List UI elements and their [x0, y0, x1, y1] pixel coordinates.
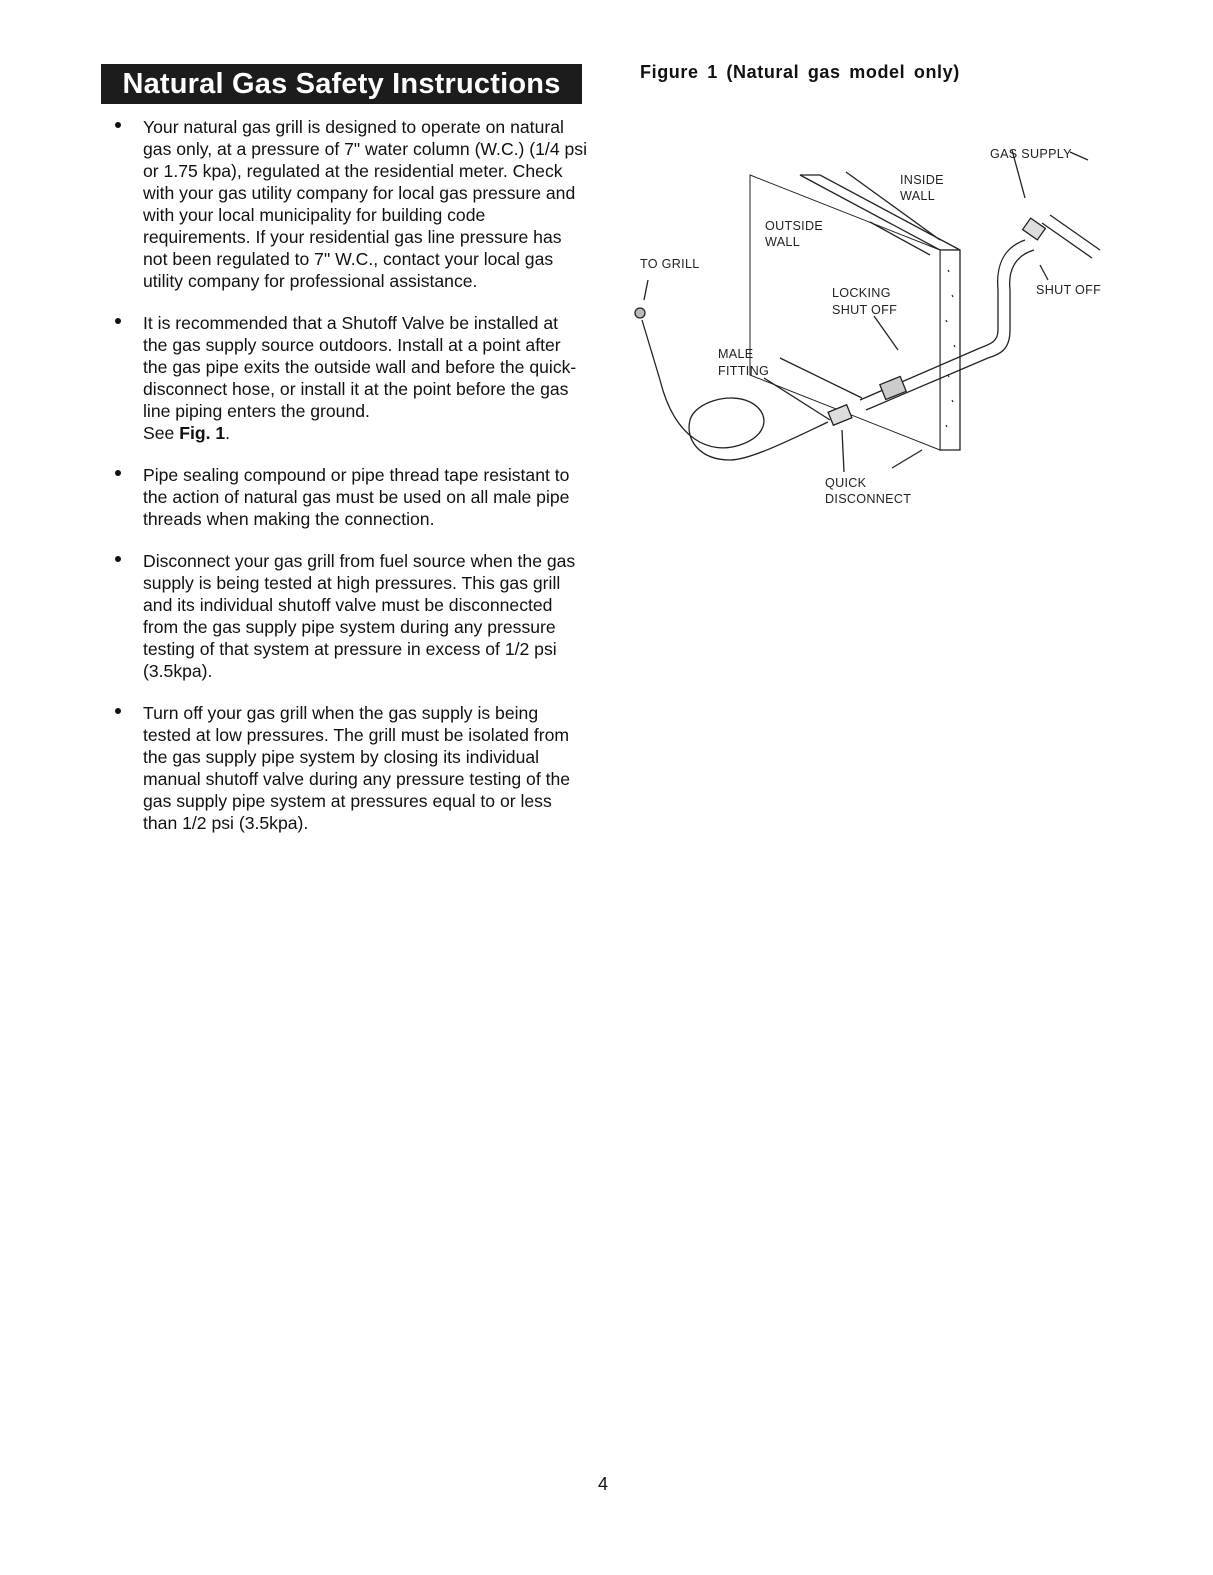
gas-supply-label: GAS SUPPLY	[990, 147, 1072, 161]
figure-caption: Figure 1 (Natural gas model only)	[640, 62, 960, 82]
bullet-text: Turn off your gas grill when the gas supply is being tested at low pressures. The grill must be isolated from the gas supply pipe system by closing its individual manual shutoff valve during any pressure testing of the gas supply pipe system at pressures equal to or less than 1/2 psi (3.5kpa).	[143, 703, 571, 833]
bullet-icon	[115, 470, 121, 476]
instruction-list	[112, 116, 587, 854]
elbow-pipe-2	[1010, 250, 1034, 290]
shut-off-valve	[1023, 218, 1046, 240]
bullet-text: It is recommended that a Shutoff Valve be installed at the gas supply source outdoors. Install at a point after the gas pipe exits the outside wall and before the quick-disconnect hose, or install it at the point before the gas line piping enters the ground.	[143, 313, 577, 421]
bullet-icon	[115, 122, 121, 128]
bullet-icon	[115, 708, 121, 714]
male-fitting-label-1: MALE	[718, 347, 754, 361]
diagram-drawing	[630, 130, 1110, 530]
see-text: See	[143, 423, 175, 443]
inside-wall-label-1: INSIDE	[900, 173, 944, 187]
quick-disconnect-label-2: DISCONNECT	[825, 492, 912, 506]
list-item	[112, 116, 587, 292]
to-grill-label: TO GRILL	[640, 257, 700, 271]
male-fitting-label-2: FITTING	[718, 364, 770, 378]
page-number: 4	[598, 1474, 609, 1494]
quick-disconnect-label-1: QUICK	[825, 476, 867, 490]
list-item: It is recommended that a Shutoff Valve be installed at the gas supply source outdoors. Install at a point after the gas pipe exits the outside wall and before the quick-disconnect hose, or install it at the point before the gas line piping enters the ground. See Fig. 1.	[112, 312, 587, 444]
gas-connection-diagram	[630, 130, 1110, 530]
locking-shut-off-label-1: LOCKING	[832, 286, 891, 300]
elbow-pipe-4	[988, 330, 1010, 358]
quick-disconnect	[828, 405, 852, 425]
outside-wall-label-1: OUTSIDE	[765, 219, 824, 233]
outside-wall-label-2: WALL	[765, 235, 801, 249]
section-heading: Natural Gas Safety Instructions	[101, 64, 582, 104]
elbow-pipe-3	[980, 330, 998, 348]
bullet-icon	[115, 318, 121, 324]
elbow-pipe-1	[998, 240, 1025, 290]
figure-reference: Fig. 1	[179, 423, 226, 443]
supply-pipe-bottom	[1042, 223, 1092, 258]
list-item	[112, 550, 587, 682]
wall-edge	[940, 250, 960, 450]
supply-pipe-top	[1050, 215, 1100, 250]
list-item	[112, 464, 587, 530]
shut-off-label: SHUT OFF	[1036, 283, 1102, 297]
bullet-icon	[115, 556, 121, 562]
locking-shut-off-label-2: SHUT OFF	[832, 303, 898, 317]
inside-wall-label-2: WALL	[900, 189, 936, 203]
bullet-text: Pipe sealing compound or pipe thread tape resistant to the action of natural gas must be used on all male pipe threads when making the connection.	[143, 465, 570, 529]
hose-end	[635, 308, 645, 318]
list-item	[112, 702, 587, 834]
bullet-text: Your natural gas grill is designed to operate on natural gas only, at a pressure of 7" water column (W.C.) (1/4 psi or 1.75 kpa), regulated at the residential meter. Check with your gas utility company for local gas pressure and with your local municipality for building code requirements. If your residential gas line pressure has not been regulated to 7" W.C., contact your local gas utility company for professional assistance.	[143, 117, 587, 291]
bullet-text: Disconnect your gas grill from fuel source when the gas supply is being tested at high pressures. This gas grill and its individual shutoff valve must be disconnected from the gas supply pipe system during any pressure testing of that system at pressure in excess of 1/2 psi (3.5kpa).	[143, 551, 576, 681]
